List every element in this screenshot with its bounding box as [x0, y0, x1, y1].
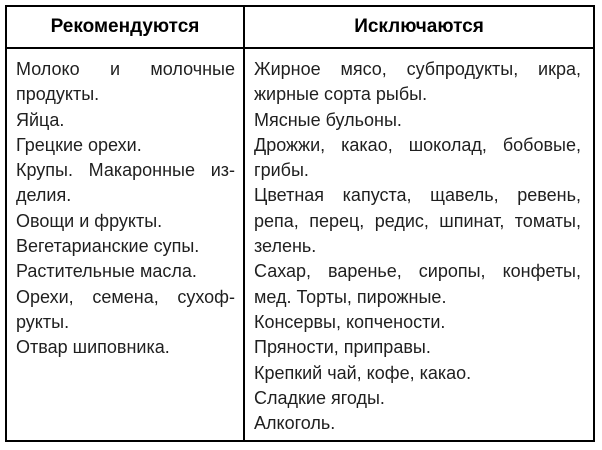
- text-line: Консервы, копчености.: [254, 311, 446, 332]
- text-line: грибы.: [254, 160, 309, 181]
- list-item: [254, 361, 581, 386]
- list-item: [254, 133, 581, 184]
- text-line: Растительные масла.: [16, 261, 197, 282]
- list-item: [254, 183, 581, 259]
- text-line: Цветная капуста, щавель, ревень,: [254, 185, 581, 206]
- text-line: Пряности, приправы.: [254, 337, 431, 358]
- list-item: [16, 209, 235, 234]
- text-line: рукты.: [16, 311, 70, 332]
- text-line: Крупы. Макаронные из-: [16, 160, 235, 181]
- text-line: Мясные бульоны.: [254, 109, 402, 130]
- text-line: Вегетарианские супы.: [16, 236, 200, 257]
- text-line: жирные сорта рыбы.: [254, 84, 428, 105]
- text-line: Жирное мясо, субпродукты, икра,: [254, 59, 581, 79]
- excluded-column: [245, 49, 593, 440]
- list-item: [254, 57, 581, 108]
- list-item: [254, 411, 581, 436]
- text-line: Яйца.: [16, 109, 65, 130]
- text-line: зелень.: [254, 236, 317, 257]
- list-item: [254, 259, 581, 310]
- text-line: Сладкие ягоды.: [254, 387, 385, 408]
- text-line: Сахар, варенье, сиропы, конфеты,: [254, 261, 581, 282]
- table-header-row: [7, 7, 593, 49]
- recommended-column-header: Рекомендуются: [7, 7, 245, 47]
- text-line: Крепкий чай, кофе, какао.: [254, 362, 472, 383]
- text-line: Дрожжи, какао, шоколад, бобовые,: [254, 134, 581, 155]
- text-line: Алкоголь.: [254, 413, 336, 434]
- list-item: [16, 57, 235, 108]
- text-line: Орехи, семена, сухоф-: [16, 286, 235, 307]
- list-item: [16, 234, 235, 259]
- list-item: [16, 285, 235, 336]
- text-line: Грецкие орехи.: [16, 134, 142, 155]
- text-line: репа, перец, редис, шпинат, томаты,: [254, 210, 581, 231]
- list-item: [254, 335, 581, 360]
- list-item: [254, 108, 581, 133]
- list-item: [254, 310, 581, 335]
- list-item: [16, 158, 235, 209]
- diet-table: [5, 5, 595, 442]
- text-line: мед. Торты, пирожные.: [254, 286, 447, 307]
- list-item: [16, 133, 235, 158]
- list-item: [16, 335, 235, 360]
- text-line: Отвар шиповника.: [16, 337, 170, 358]
- list-item: [254, 386, 581, 411]
- text-line: продукты.: [16, 84, 100, 105]
- text-line: Овощи и фрукты.: [16, 210, 163, 231]
- table-body-row: [7, 49, 593, 440]
- excluded-column-header: Исключаются: [354, 16, 484, 37]
- recommended-column: [7, 49, 245, 440]
- text-line: Молоко и молочные: [16, 59, 235, 79]
- list-item: [16, 108, 235, 133]
- list-item: [16, 259, 235, 284]
- text-line: делия.: [16, 185, 72, 206]
